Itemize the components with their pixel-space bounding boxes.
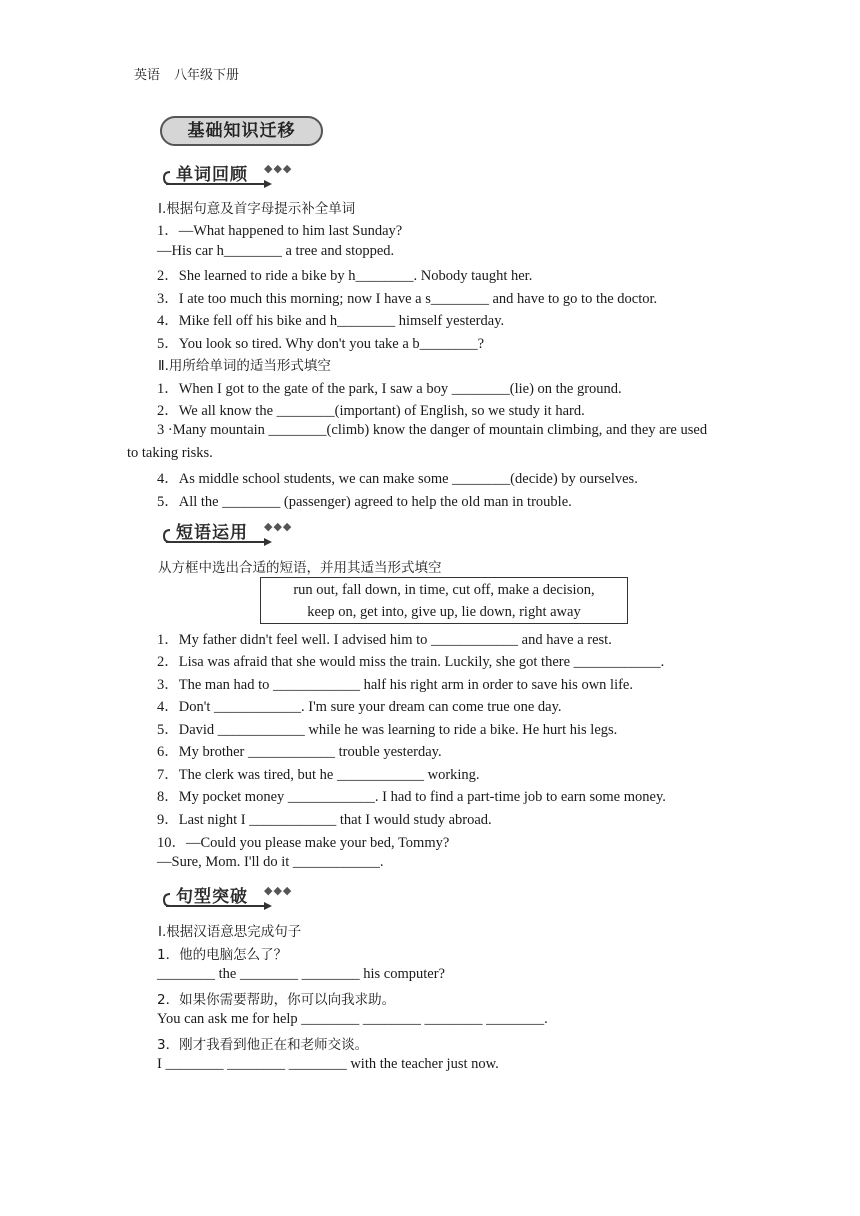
- question-line: 1．他的电脑怎么了？: [157, 947, 288, 963]
- question-line: 1．When I got to the gate of the park, I saw a boy ________(lie) on the ground.: [157, 381, 622, 397]
- phrase-box: [260, 577, 628, 624]
- question-line: 10．—Could you please make your bed, Tommy?: [157, 835, 450, 851]
- subject-label: 英语: [134, 68, 161, 83]
- question-line: 2．We all know the ________(important) of English, so we study it hard.: [157, 403, 585, 419]
- question-line: 3．The man had to ____________ half his right arm in order to save his own life.: [157, 677, 633, 693]
- question-line: You can ask me for help ________ ________ ________ ________.: [157, 1011, 548, 1027]
- section-phrase-header: [160, 518, 320, 548]
- question-line: 2．如果你需要帮助，你可以向我求助。: [157, 992, 396, 1008]
- question-line: to taking risks.: [127, 445, 213, 461]
- diamonds-icon: ◆◆◆: [264, 885, 293, 897]
- section-phrase-title: 短语运用: [176, 523, 248, 543]
- vocab-part2-heading: Ⅱ.用所给单词的适当形式填空: [158, 358, 331, 374]
- question-line: 4．As middle school students, we can make some ________(decide) by ourselves.: [157, 471, 638, 487]
- question-line: 3．I ate too much this morning; now I have a s________ and have to go to the doctor.: [157, 291, 658, 307]
- question-line: ________ the ________ ________ his computer?: [157, 966, 445, 982]
- question-line: —His car h________ a tree and stopped.: [157, 243, 395, 259]
- question-line: —Sure, Mom. I'll do it ____________.: [157, 854, 384, 870]
- question-line: 3 ·Many mountain ________(climb) know the danger of mountain climbing, and they are used: [157, 422, 708, 438]
- grade-label: 八年级下册: [174, 68, 240, 83]
- question-line: 2．She learned to ride a bike by h________. Nobody taught her.: [157, 268, 533, 284]
- question-line: 5．David ____________ while he was learning to ride a bike. He hurt his legs.: [157, 722, 618, 738]
- diamonds-icon: ◆◆◆: [264, 521, 293, 533]
- phrase-box-line: run out, fall down, in time, cut off, make a decision,: [293, 582, 595, 598]
- question-line: 2．Lisa was afraid that she would miss the train. Luckily, she got there ____________.: [157, 654, 665, 670]
- question-line: 7．The clerk was tired, but he ____________ working.: [157, 767, 480, 783]
- question-line: 3．刚才我看到他正在和老师交谈。: [157, 1037, 369, 1053]
- section-banner: 基础知识迁移: [160, 116, 323, 146]
- page-header: [134, 64, 239, 83]
- sentence-heading: Ⅰ.根据汉语意思完成句子: [158, 924, 302, 940]
- question-line: I ________ ________ ________ with the teacher just now.: [157, 1056, 499, 1072]
- question-line: 1．—What happened to him last Sunday?: [157, 223, 403, 239]
- phrase-heading: 从方框中选出合适的短语，并用其适当形式填空: [158, 560, 442, 576]
- section-sentence-title: 句型突破: [176, 887, 248, 907]
- question-line: 5．All the ________ (passenger) agreed to help the old man in trouble.: [157, 494, 572, 510]
- section-sentence-header: [160, 882, 320, 912]
- section-vocab-header: [160, 160, 320, 190]
- question-line: 6．My brother ____________ trouble yesterday.: [157, 744, 442, 760]
- question-line: 4．Don't ____________. I'm sure your dream can come true one day.: [157, 699, 562, 715]
- question-line: 5．You look so tired. Why don't you take a b________?: [157, 336, 485, 352]
- diamonds-icon: ◆◆◆: [264, 163, 293, 175]
- section-vocab-title: 单词回顾: [176, 165, 248, 185]
- question-line: 4．Mike fell off his bike and h________ himself yesterday.: [157, 313, 505, 329]
- phrase-box-line: keep on, get into, give up, lie down, right away: [307, 604, 581, 620]
- question-line: 9．Last night I ____________ that I would study abroad.: [157, 812, 492, 828]
- question-line: 8．My pocket money ____________. I had to find a part-time job to earn some money.: [157, 789, 666, 805]
- vocab-part1-heading: Ⅰ.根据句意及首字母提示补全单词: [158, 201, 356, 217]
- question-line: 1．My father didn't feel well. I advised him to ____________ and have a rest.: [157, 632, 612, 648]
